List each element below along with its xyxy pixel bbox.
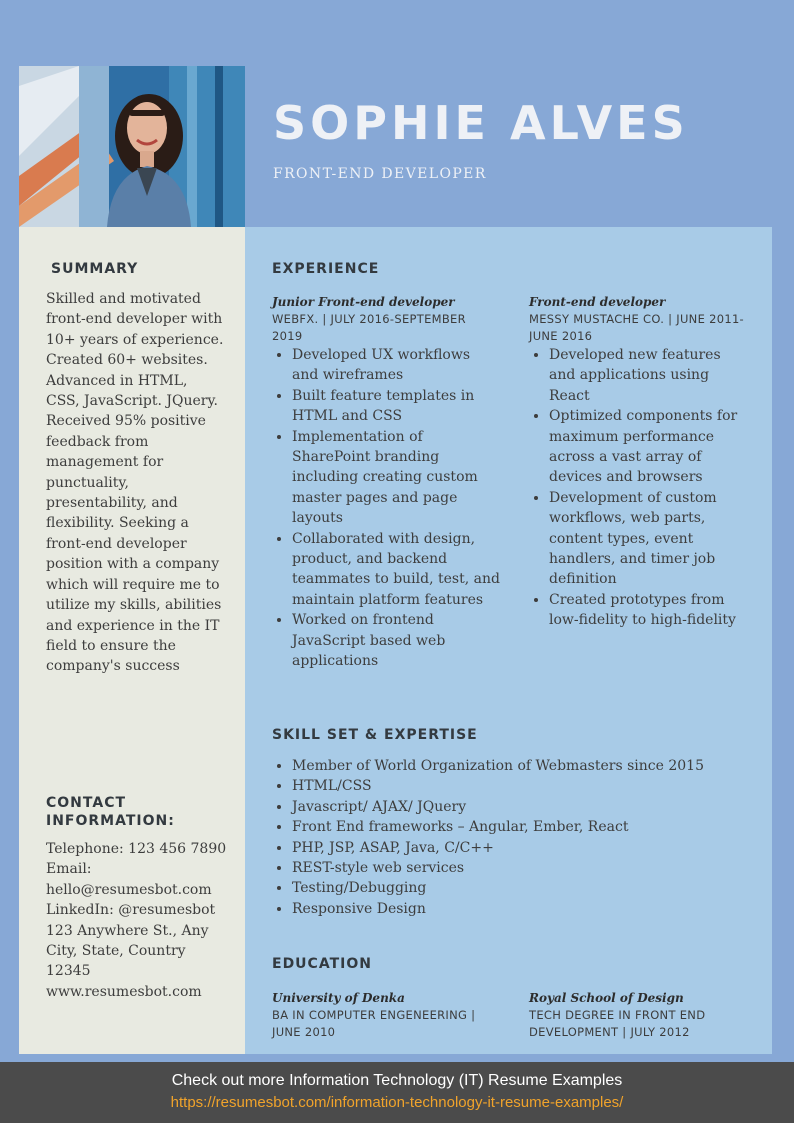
list-item: • Member of World Organization of Webmasters since 2015 bbox=[292, 756, 762, 776]
job-role: Front-end developer bbox=[529, 295, 666, 309]
contact-telephone: Telephone: 123 456 7890 bbox=[46, 841, 227, 857]
job-meta: WEBFX. | JULY 2016-SEPTEMBER 2019 bbox=[272, 312, 466, 343]
contact-heading: CONTACT INFORMATION: bbox=[46, 795, 175, 829]
contact-info bbox=[46, 839, 228, 1002]
list-item: • HTML/CSS bbox=[292, 776, 762, 796]
list-item: • Front End frameworks – Angular, Ember, React bbox=[292, 817, 762, 837]
list-item: • Development of custom workflows, web parts, content types, event handlers, and timer job definition bbox=[549, 488, 751, 590]
skills-heading: SKILL SET & EXPERTISE bbox=[272, 727, 478, 743]
sidebar bbox=[19, 227, 245, 1054]
experience-heading: EXPERIENCE bbox=[272, 261, 380, 277]
education-entry bbox=[272, 991, 492, 1041]
list-item: • Optimized components for maximum performance across a vast array of devices and browsers bbox=[549, 406, 751, 488]
contact-linkedin: LinkedIn: @resumesbot bbox=[46, 902, 216, 919]
job-entry bbox=[529, 295, 751, 631]
list-item: • Implementation of SharePoint branding including creating custom master pages and page layouts bbox=[292, 427, 500, 529]
list-item: • REST-style web services bbox=[292, 858, 762, 878]
footer-link[interactable]: https://resumesbot.com/information-technology-it-resume-examples/ bbox=[170, 1094, 624, 1111]
education-heading: EDUCATION bbox=[272, 956, 372, 972]
education-entry bbox=[529, 991, 734, 1041]
footer-banner bbox=[0, 1062, 794, 1123]
degree-meta: TECH DEGREE IN FRONT END DEVELOPMENT | JULY 2012 bbox=[529, 1008, 706, 1039]
skills-list bbox=[272, 756, 762, 919]
job-bullets bbox=[272, 345, 500, 672]
school-name: University of Denka bbox=[272, 991, 405, 1005]
job-entry bbox=[272, 295, 500, 672]
list-item: • Created prototypes from low-fidelity to high-fidelity bbox=[549, 590, 751, 631]
school-name: Royal School of Design bbox=[529, 991, 684, 1005]
job-role: Junior Front-end developer bbox=[272, 295, 455, 309]
list-item: • Developed new features and applications using React bbox=[549, 345, 751, 406]
list-item: • Built feature templates in HTML and CSS bbox=[292, 386, 500, 427]
list-item: • Developed UX workflows and wireframes bbox=[292, 345, 500, 386]
list-item: • Testing/Debugging bbox=[292, 878, 762, 898]
list-item: • Worked on frontend JavaScript based web applications bbox=[292, 610, 500, 671]
list-item: • Responsive Design bbox=[292, 899, 762, 919]
summary-text: Skilled and motivated front-end developer with 10+ years of experience. Created 60+ websites. Advanced in HTML, CSS, JavaScript. JQuery. Received 95% positive feedback from management for punctuality, presentability, and flexibility. Seeking a front-end developer position with a company which will require me to utilize my skills, abilities and experience in the IT field to ensure the company's success bbox=[46, 291, 224, 675]
candidate-title: FRONT-END DEVELOPER bbox=[273, 166, 487, 182]
profile-photo bbox=[19, 66, 245, 227]
contact-address: 123 Anywhere St., Any City, State, Country 12345 bbox=[46, 922, 209, 980]
candidate-name: SOPHIE ALVES bbox=[273, 96, 689, 150]
list-item: • Collaborated with design, product, and backend teammates to build, test, and maintain platform features bbox=[292, 529, 500, 611]
list-item: • Javascript/ AJAX/ JQuery bbox=[292, 797, 762, 817]
contact-website: www.resumesbot.com bbox=[46, 983, 202, 1000]
job-meta: MESSY MUSTACHE CO. | JUNE 2011-JUNE 2016 bbox=[529, 312, 745, 343]
summary-heading: SUMMARY bbox=[51, 261, 139, 277]
footer-text: Check out more Information Technology (IT) Resume Examples bbox=[171, 1072, 623, 1089]
list-item: • PHP, JSP, ASAP, Java, C/C++ bbox=[292, 838, 762, 858]
degree-meta: BA IN COMPUTER ENGENEERING | JUNE 2010 bbox=[272, 1008, 476, 1039]
job-bullets bbox=[529, 345, 751, 631]
contact-email: Email: hello@resumesbot.com bbox=[46, 861, 212, 898]
main-content bbox=[245, 227, 772, 1054]
